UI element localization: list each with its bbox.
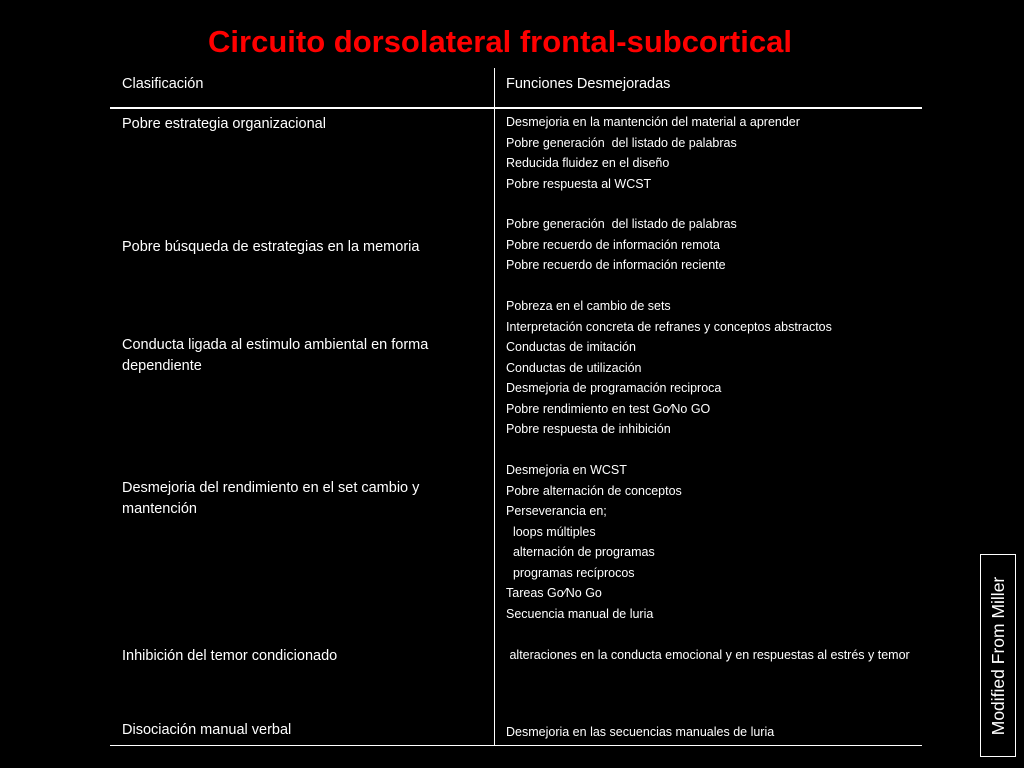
table-bottom-rule — [110, 745, 922, 746]
function-item: Pobre respuesta de inhibición — [506, 422, 671, 436]
source-note-box — [980, 554, 1016, 757]
functions-cell — [506, 296, 916, 440]
function-item: Pobre recuerdo de información remota — [506, 237, 721, 252]
function-item: loops múltiples — [506, 524, 596, 539]
function-item: Pobre generación del listado de palabras — [506, 135, 737, 150]
classification-cell: Inhibición del temor condicionado — [122, 648, 338, 664]
function-item: alternación de programas — [506, 545, 655, 559]
column-header-functions: Funciones Desmejoradas — [506, 76, 671, 92]
header-rule — [110, 107, 922, 109]
function-item: alteraciones en la conducta emocional y en respuestas al estrés y temor — [506, 648, 910, 662]
functions-cell — [506, 112, 916, 194]
slide-title: Circuito dorsolateral frontal-subcortical — [208, 24, 792, 59]
column-header-classification: Clasificación — [122, 76, 204, 92]
function-item: Pobre rendimiento en test Go⁄No GO — [506, 401, 711, 416]
function-item: Secuencia manual de luria — [506, 606, 654, 621]
function-item: Reducida fluidez en el diseño — [506, 156, 670, 170]
function-item: Desmejoria de programación reciproca — [506, 381, 722, 395]
function-item: Pobre generación del listado de palabras — [506, 217, 737, 231]
functions-cell — [506, 722, 916, 743]
function-item: programas recíprocos — [506, 565, 635, 580]
functions-cell — [506, 214, 916, 276]
function-item: Pobre alternación de conceptos — [506, 483, 682, 498]
function-item: Perseverancia en; — [506, 504, 607, 518]
classification-cell: Pobre estrategia organizacional — [122, 116, 326, 132]
classification-cell: Conducta ligada al estimulo ambiental en forma dependiente — [122, 337, 429, 374]
function-item: Pobre respuesta al WCST — [506, 176, 652, 191]
function-item: Conductas de utilización — [506, 360, 642, 375]
function-item: Interpretación concreta de refranes y conceptos abstractos — [506, 319, 832, 334]
classification-cell: Desmejoria del rendimiento en el set cambio y mantención — [122, 480, 420, 517]
classification-cell: Pobre búsqueda de estrategias en la memoria — [122, 239, 420, 255]
classification-cell: Disociación manual verbal — [122, 722, 292, 738]
function-item: Pobreza en el cambio de sets — [506, 299, 671, 313]
function-item: Conductas de imitación — [506, 340, 636, 354]
function-item: Desmejoria en las secuencias manuales de luria — [506, 725, 775, 739]
function-item: Tareas Go⁄No Go — [506, 586, 602, 600]
column-divider — [494, 68, 495, 745]
function-item: Desmejoria en la mantención del material a aprender — [506, 115, 800, 129]
function-item: Pobre recuerdo de información reciente — [506, 258, 726, 272]
source-note: Modified From Miller — [988, 576, 1008, 735]
functions-cell — [506, 460, 916, 624]
function-item: Desmejoria en WCST — [506, 463, 627, 477]
